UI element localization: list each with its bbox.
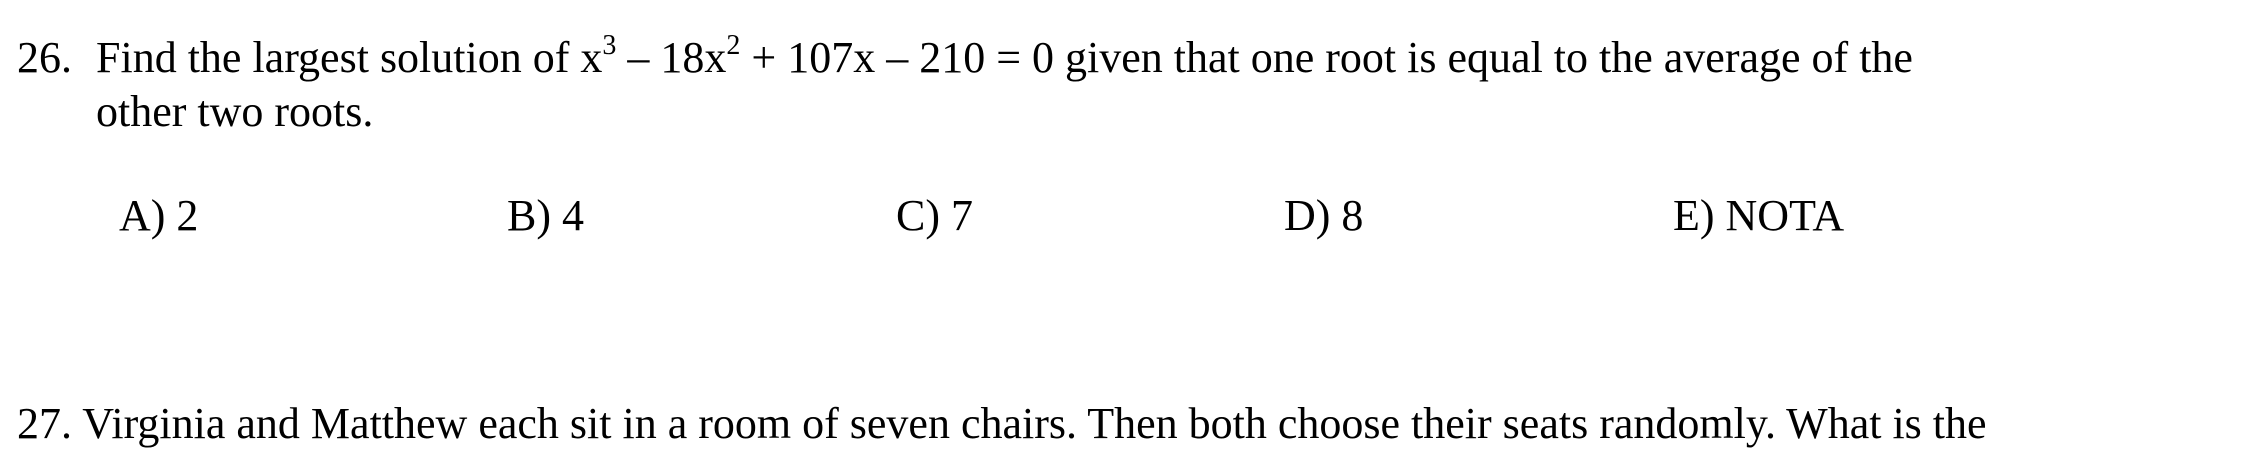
choice-e: E) NOTA (1673, 191, 1845, 240)
choice-a: A) 2 (119, 191, 199, 240)
problem-text-line-1 (96, 30, 1913, 92)
exponent-2: 2 (726, 30, 741, 61)
choice-d: D) 8 (1284, 191, 1364, 240)
problem-text-prefix: Find the largest solution of x (96, 33, 603, 82)
problem-number: 26. (17, 33, 72, 82)
choice-c: C) 7 (896, 191, 973, 240)
problem-text-mid: – 18x (616, 33, 727, 82)
exponent-3: 3 (602, 30, 617, 61)
problem-text-suffix: + 107x – 210 = 0 given that one root is equal to the average of the (740, 33, 1913, 82)
problem-text-line-2: other two roots. (96, 87, 374, 136)
choice-b: B) 4 (507, 191, 584, 240)
next-problem-partial: 27. Virginia and Matthew each sit in a room of seven chairs. Then both choose their seats randomly. What is the (17, 399, 1987, 448)
